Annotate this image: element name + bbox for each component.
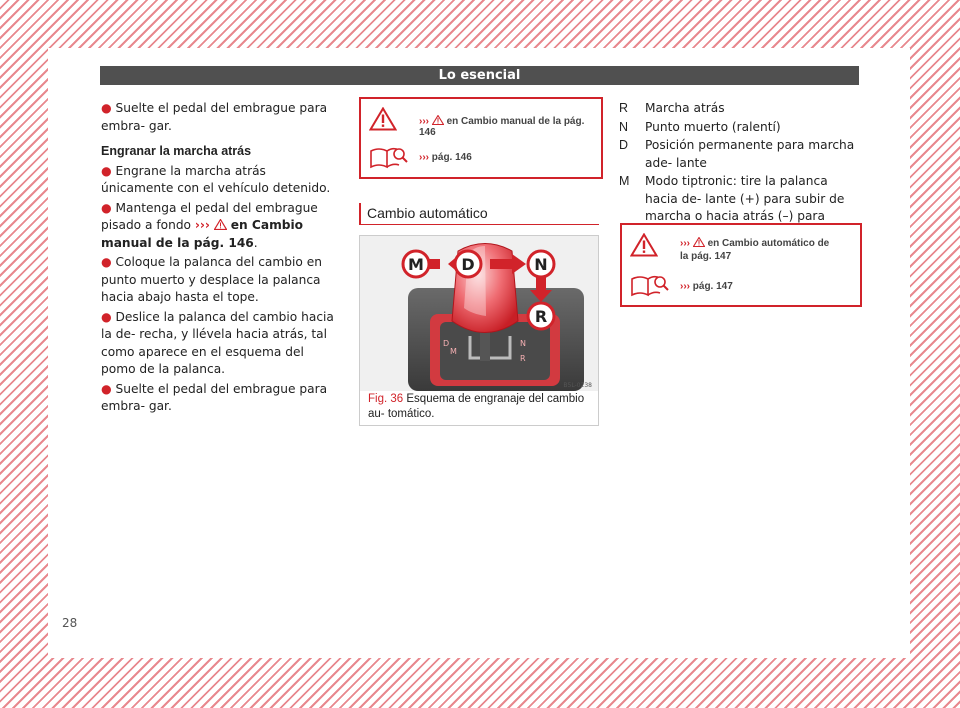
chevron-icon: ››› bbox=[194, 218, 210, 232]
warning-icon bbox=[693, 237, 705, 247]
label-d: D bbox=[461, 255, 475, 274]
warning-icon bbox=[369, 107, 397, 131]
legend-row: D Posición permanente para marcha ade- lante bbox=[619, 138, 855, 170]
gate-label-n: N bbox=[520, 339, 526, 348]
list-item: ● Coloque la palanca del cambio en punto muerto y desplace la palanca hacia abajo hasta el tope. bbox=[101, 255, 322, 304]
chevron-icon: ››› bbox=[680, 281, 690, 292]
note-book-reference[interactable]: ››› pág. 146 bbox=[419, 152, 472, 163]
gate-label-r: R bbox=[520, 354, 526, 363]
column-left bbox=[101, 100, 341, 418]
label-n: N bbox=[534, 255, 548, 274]
list-item: ● Suelte el pedal del embrague para embra- gar. bbox=[101, 381, 328, 413]
gate-label-m: M bbox=[450, 347, 457, 356]
list-item: ● Deslice la palanca del cambio hacia la de- recha, y llévela hacia atrás, tal como aparece en el esquema del pomo de la palanca. bbox=[101, 309, 334, 376]
legend-row: N Punto muerto (ralentí) bbox=[619, 119, 781, 134]
bullet-icon: ● bbox=[101, 309, 112, 324]
bullet-icon: ● bbox=[101, 200, 112, 215]
section-title: Cambio automático bbox=[359, 205, 599, 225]
bullet-icon: ● bbox=[101, 101, 112, 115]
cross-reference-link[interactable]: en Cambio manual de la pág. 146 bbox=[101, 218, 304, 250]
legend-row: R Marcha atrás bbox=[619, 101, 725, 115]
list-item: ● Mantenga el pedal del embrague pisado a fondo ››› en Cambio manual de la pág. 146. bbox=[101, 200, 318, 250]
subheading: Engranar la marcha atrás bbox=[101, 144, 252, 158]
note-box bbox=[620, 223, 862, 307]
note-warning-reference[interactable]: ››› en Cambio automático de la pág. 147 bbox=[680, 238, 830, 262]
figure-number: Fig. 36 bbox=[368, 393, 404, 405]
bullet-icon: ● bbox=[101, 381, 112, 396]
list-item: ● Engrane la marcha atrás únicamente con el vehículo detenido. bbox=[101, 163, 331, 195]
figure-code: B5L-0238 bbox=[563, 382, 592, 389]
book-search-icon bbox=[630, 271, 670, 299]
bullet-icon: ● bbox=[101, 163, 112, 178]
note-book-reference[interactable]: ››› pág. 147 bbox=[680, 281, 733, 292]
gearshift-illustration bbox=[360, 236, 598, 391]
warning-icon bbox=[432, 115, 444, 125]
page-header: Lo esencial bbox=[100, 66, 859, 85]
note-warning-reference[interactable]: ››› en Cambio manual de la pág. 146 bbox=[419, 116, 585, 138]
book-search-icon bbox=[369, 143, 409, 171]
label-r: R bbox=[534, 307, 548, 326]
warning-icon bbox=[214, 219, 227, 230]
list-item: ● Suelte el pedal del embrague para embra- gar. bbox=[101, 101, 328, 133]
chevron-icon: ››› bbox=[419, 116, 429, 127]
legend-row: M Modo tiptronic: tire la palanca hacia de- lante (+) para subir de marcha o hacia atrás (–) para bbox=[619, 174, 845, 223]
label-m: M bbox=[408, 255, 424, 274]
page-number: 28 bbox=[62, 616, 78, 630]
chevron-icon: ››› bbox=[680, 238, 690, 249]
figure-caption: Fig. 36 Esquema de engranaje del cambio au- tomático. bbox=[368, 393, 585, 420]
warning-icon bbox=[630, 233, 658, 257]
note-box bbox=[359, 97, 603, 179]
gate-label-d: D bbox=[443, 339, 450, 348]
bullet-icon: ● bbox=[101, 255, 112, 269]
chevron-icon: ››› bbox=[419, 152, 429, 163]
